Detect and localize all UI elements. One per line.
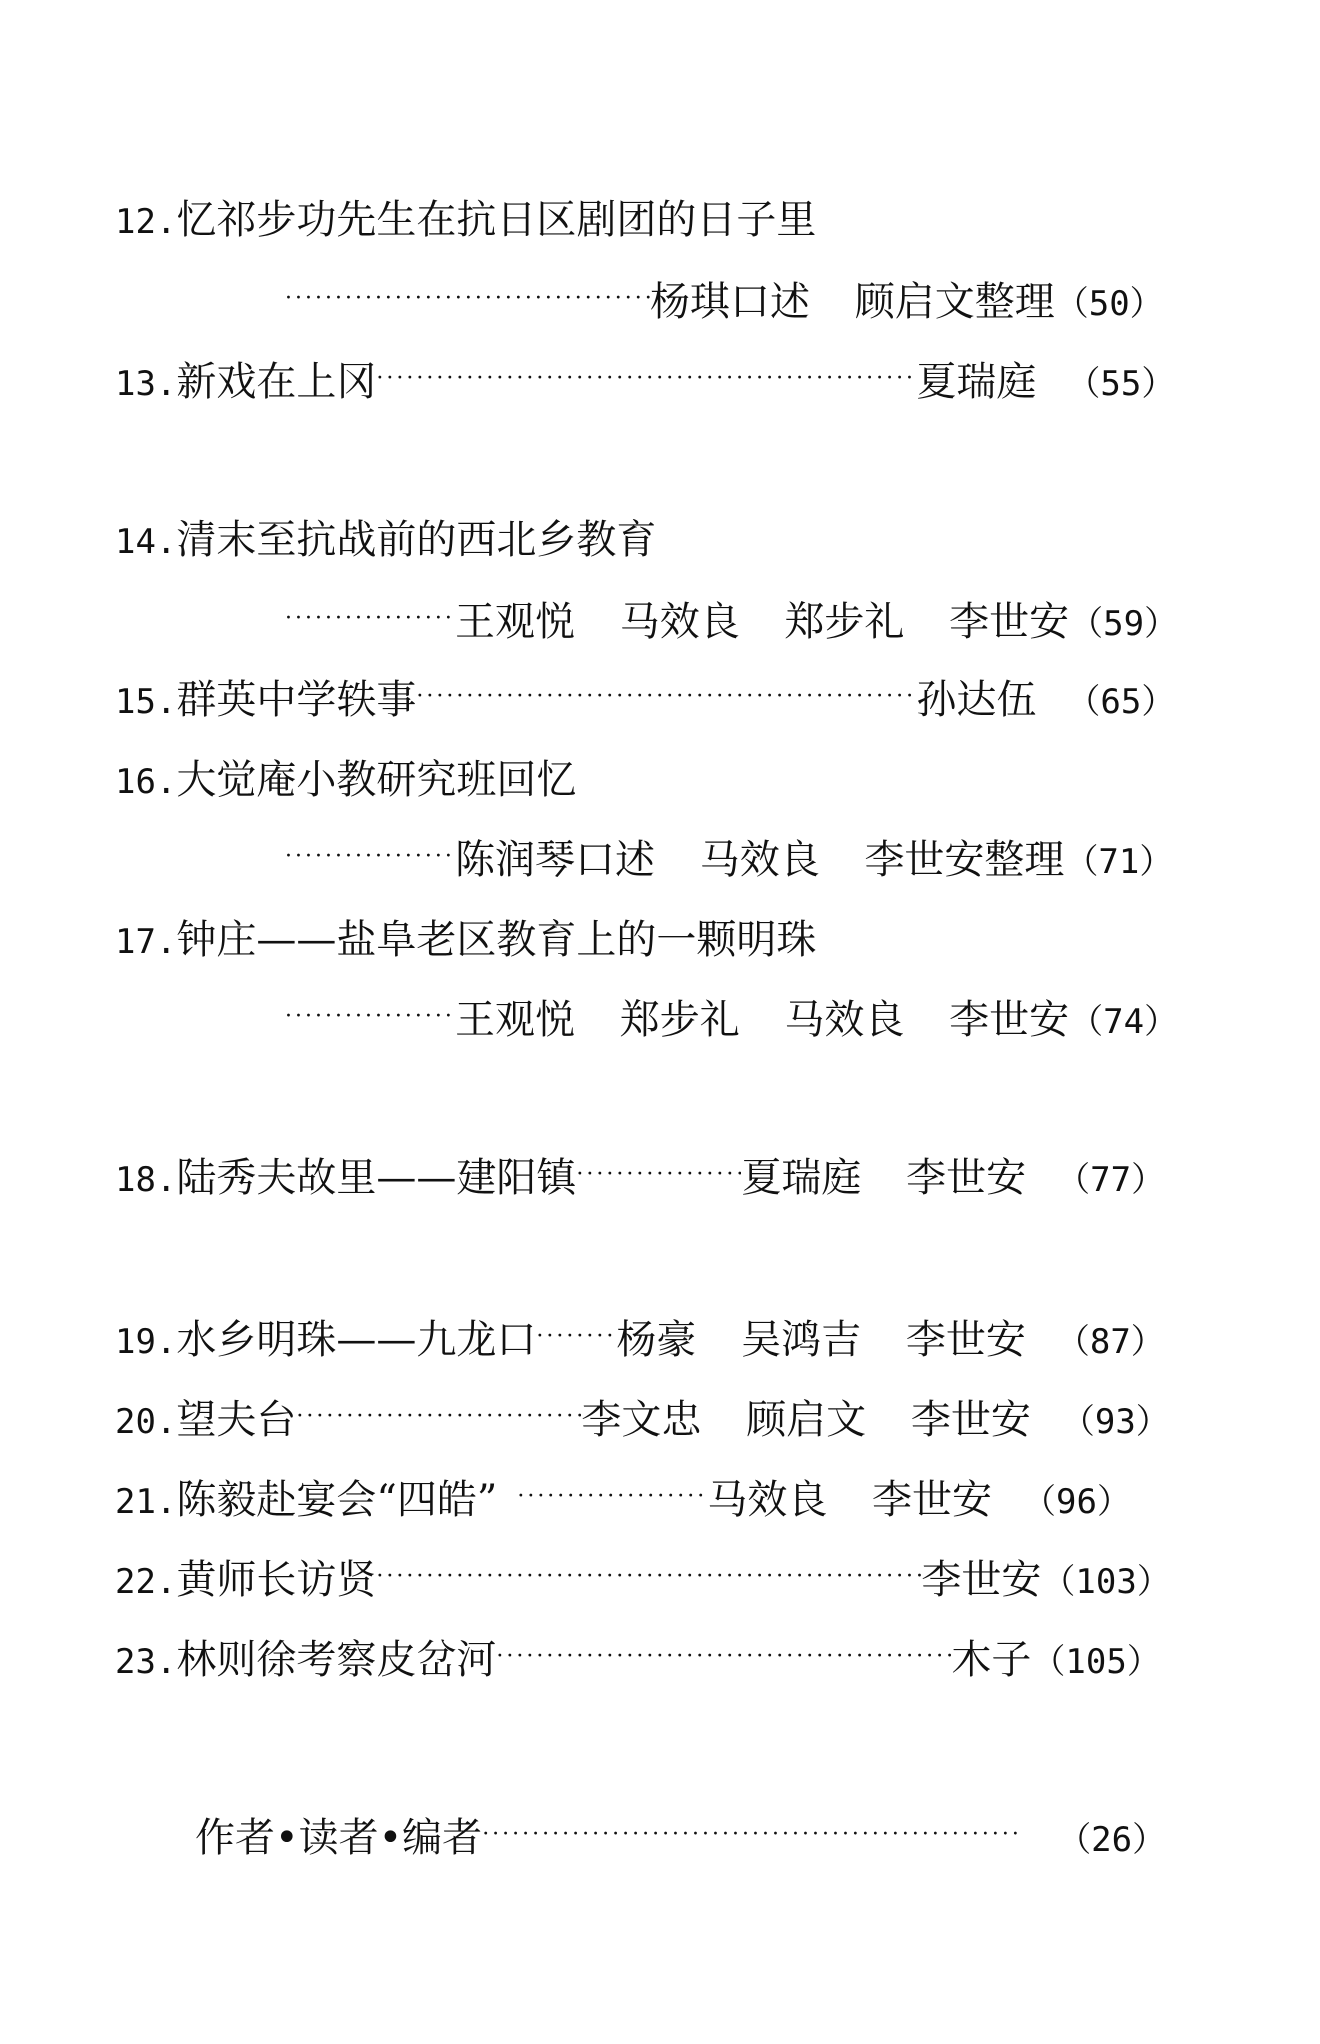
entry-title: 望夫台 (176, 1397, 297, 1443)
entry-number: 20. (115, 1402, 177, 1442)
entry-title: 群英中学轶事 (176, 677, 417, 723)
toc-entry-credit (285, 590, 1178, 647)
author: 王观悦 (455, 599, 575, 645)
toc-entry (115, 1388, 1170, 1445)
toc-footer-entry (195, 1806, 1166, 1863)
entry-page: （74） (1069, 1002, 1179, 1042)
entry-title: 水乡明珠——九龙口 (176, 1317, 537, 1363)
toc-entry-title (115, 748, 576, 805)
author: 李世安 (905, 1317, 1026, 1363)
entry-authors (951, 1628, 1031, 1685)
entry-number: 17. (115, 922, 177, 962)
entry-title: 陆秀夫故里——建阳镇 (176, 1155, 577, 1201)
entry-authors (741, 1146, 1026, 1203)
author: 郑步礼 (619, 997, 740, 1043)
author: 顾启文 (746, 1397, 867, 1443)
entry-authors (455, 828, 1064, 885)
leader-dots (576, 1164, 741, 1186)
entry-number: 18. (115, 1160, 177, 1200)
entry-authors (916, 668, 1036, 725)
author: 郑步礼 (784, 599, 905, 645)
leader-dots (482, 1824, 1017, 1846)
author: 李世安 (949, 997, 1070, 1043)
entry-authors (455, 590, 1069, 647)
entry-title: 新戏在上冈 (176, 359, 377, 405)
toc-entry (115, 1308, 1165, 1365)
entry-authors (455, 988, 1069, 1045)
author: 李世安 (906, 1155, 1027, 1201)
author: 吴鸿吉 (741, 1317, 862, 1363)
author: 李文忠 (581, 1397, 702, 1443)
toc-entry-title (115, 188, 816, 245)
entry-number: 22. (115, 1562, 177, 1602)
entry-page: （105） (1031, 1642, 1161, 1682)
toc-entry (115, 1548, 1171, 1605)
entry-authors (916, 350, 1036, 407)
entry-title: 清末至抗战前的西北乡教育 (176, 517, 657, 563)
entry-page: （96） (1022, 1482, 1131, 1522)
entry-number: 21. (115, 1482, 177, 1522)
leader-dots (376, 368, 916, 390)
author: 夏瑞庭 (916, 359, 1037, 405)
entry-page: （65） (1066, 682, 1176, 722)
leader-dots (285, 288, 650, 310)
author: 杨豪 (616, 1317, 697, 1363)
author: 马效良 (707, 1477, 828, 1523)
toc-entry (115, 668, 1175, 725)
entry-authors (921, 1548, 1041, 1605)
entry-number: 19. (115, 1322, 177, 1362)
toc-entry (115, 1146, 1165, 1203)
leader-dots (416, 686, 916, 708)
toc-entry-credit (285, 828, 1173, 885)
leader-dots (285, 1006, 455, 1028)
toc-entry (115, 350, 1185, 407)
toc-entry-title (115, 508, 656, 565)
author: 陈润琴口述 (455, 837, 655, 883)
author: 夏瑞庭 (741, 1155, 862, 1201)
author: 李世安 (949, 599, 1070, 645)
entry-authors (616, 1308, 1025, 1365)
entry-number: 23. (115, 1642, 177, 1682)
toc-entry-title (115, 908, 816, 965)
entry-page: （50） (1054, 284, 1164, 324)
toc-entry-credit (285, 988, 1178, 1045)
entry-number: 12. (115, 202, 177, 242)
leader-dots (517, 1486, 707, 1508)
entry-number: 16. (115, 762, 177, 802)
author: 李世安 (921, 1557, 1042, 1603)
entry-number: 14. (115, 522, 177, 562)
author: 顾启文整理 (854, 279, 1055, 325)
author: 李世安 (910, 1397, 1031, 1443)
entry-page: （59） (1069, 604, 1179, 644)
author: 孙达伍 (916, 677, 1037, 723)
entry-title: 黄师长访贤 (176, 1557, 377, 1603)
toc-entry (115, 1468, 1131, 1525)
author: 王观悦 (455, 997, 575, 1043)
leader-dots (376, 1566, 921, 1588)
entry-page: （103） (1041, 1562, 1171, 1602)
author: 李世安 (872, 1477, 993, 1523)
entry-title: 钟庄——盐阜老区教育上的一颗明珠 (176, 917, 817, 963)
entry-number: 15. (115, 682, 177, 722)
entry-number: 13. (115, 364, 177, 404)
toc-entry (115, 1628, 1161, 1685)
author: 杨琪口述 (650, 279, 810, 325)
leader-dots (536, 1326, 616, 1348)
leader-dots (496, 1646, 951, 1668)
entry-page: （71） (1064, 842, 1174, 882)
toc-entry-credit (285, 270, 1185, 327)
author: 马效良 (784, 997, 905, 1043)
footer-title: 作者•读者•编者 (195, 1815, 483, 1861)
entry-page: （77） (1056, 1160, 1166, 1200)
entry-page: （93） (1060, 1402, 1170, 1442)
author: 李世安整理 (864, 837, 1065, 883)
leader-dots (285, 846, 455, 868)
entry-page: （87） (1055, 1322, 1165, 1362)
author: 马效良 (619, 599, 740, 645)
entry-authors (650, 270, 1055, 327)
footer-page: （26） (1057, 1820, 1167, 1860)
entry-page: （55） (1066, 364, 1176, 404)
author: 木子 (951, 1637, 1032, 1683)
entry-title: 忆祁步功先生在抗日区剧团的日子里 (176, 197, 817, 243)
entry-title: 林则徐考察皮岔河 (176, 1637, 497, 1683)
entry-authors (707, 1468, 992, 1525)
leader-dots (285, 608, 455, 630)
leader-dots (296, 1406, 581, 1428)
entry-title: 陈毅赴宴会“四皓” (176, 1477, 498, 1523)
author: 马效良 (699, 837, 820, 883)
entry-authors (581, 1388, 1030, 1445)
entry-title: 大觉庵小教研究班回忆 (176, 757, 577, 803)
